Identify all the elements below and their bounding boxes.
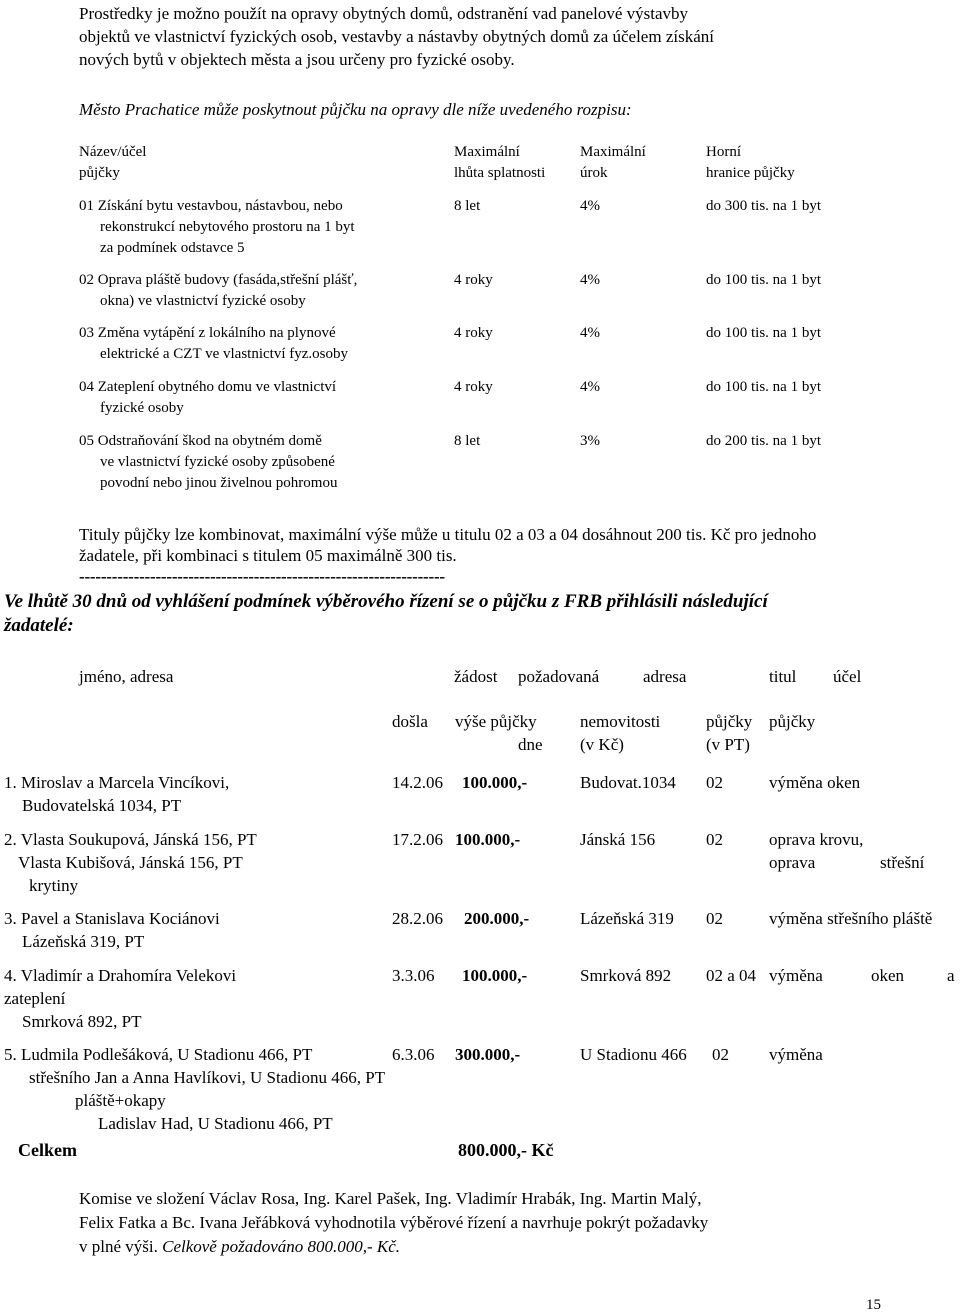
applicant-4-purpose-c: a xyxy=(947,966,955,985)
loan-header-rate-1: Maximální xyxy=(580,144,646,160)
combine-note-line-2: žadatele, při kombinaci s titulem 05 maximálně 300 tis. xyxy=(79,546,457,565)
loan-row-04-rate: 4% xyxy=(580,379,600,395)
app-header-property: nemovitosti xyxy=(580,712,661,731)
loan-row-01-rate: 4% xyxy=(580,198,600,214)
app-header-request: žádost xyxy=(454,667,498,686)
applicant-5-date: 6.3.06 xyxy=(392,1045,435,1064)
applicant-1-property: Budovat.1034 xyxy=(580,773,676,792)
total-label: Celkem xyxy=(18,1140,77,1160)
intro-line-2: objektů ve vlastnictví fyzických osob, vestavby a nástavby obytných domů za účelem získání xyxy=(79,27,714,46)
applicants-heading-line-1: Ve lhůtě 30 dnů od vyhlášení podmínek výběrového řízení se o půjčku z FRB přihlásili následující xyxy=(4,591,768,612)
committee-line-1: Komise ve složení Václav Rosa, Ing. Karel Pašek, Ing. Vladimír Hrabák, Ing. Martin Malý, xyxy=(79,1189,702,1208)
applicant-2-purpose-2b: střešní xyxy=(880,853,925,872)
applicant-4-property: Smrková 892 xyxy=(580,966,672,985)
applicant-5-name-2: střešního Jan a Anna Havlíkovi, U Stadionu 466, PT xyxy=(29,1068,386,1087)
loan-row-01-term: 8 let xyxy=(454,198,481,214)
loan-row-01-line-2: rekonstrukcí nebytového prostoru na 1 byt xyxy=(100,219,355,235)
applicant-3-purpose: výměna střešního pláště xyxy=(769,909,933,928)
applicant-5-amount: 300.000,- xyxy=(455,1045,521,1064)
total-value: 800.000,- Kč xyxy=(458,1140,554,1160)
loan-row-01-limit: do 300 tis. na 1 byt xyxy=(706,198,821,214)
applicant-1-purpose: výměna oken xyxy=(769,773,861,792)
applicant-4-name: 4. Vladimír a Drahomíra Velekovi xyxy=(4,966,237,985)
loan-row-05-line-3: povodní nebo jinou živelnou pohromou xyxy=(100,475,338,491)
committee-line-3 xyxy=(79,1236,400,1258)
applicant-3-amount: 200.000,- xyxy=(464,909,530,928)
applicant-5-purpose-cont: pláště+okapy xyxy=(75,1091,166,1110)
loan-row-04-line-2: fyzické osoby xyxy=(100,400,184,416)
loan-row-05-rate: 3% xyxy=(580,433,600,449)
loan-header-limit-1: Horní xyxy=(706,144,741,160)
app-header-name: jméno, adresa xyxy=(79,667,174,686)
loan-row-03-rate: 4% xyxy=(580,325,600,341)
applicant-5-purpose: výměna xyxy=(769,1045,823,1064)
applicant-4-amount: 100.000,- xyxy=(462,966,528,985)
loan-row-04-line-1: 04 Zateplení obytného domu ve vlastnictví xyxy=(79,379,337,395)
applicant-5-name: 5. Ludmila Podlešáková, U Stadionu 466, PT xyxy=(4,1045,313,1064)
applicant-1-name: 1. Miroslav a Marcela Vincíkovi, xyxy=(4,773,230,792)
loan-row-03-term: 4 roky xyxy=(454,325,493,341)
app-header-loan1: půjčky xyxy=(706,712,753,731)
applicant-1-date: 14.2.06 xyxy=(392,773,443,792)
applicant-5-property: U Stadionu 466 xyxy=(580,1045,687,1064)
applicant-2-property: Jánská 156 xyxy=(580,830,656,849)
applicant-4-date: 3.3.06 xyxy=(392,966,435,985)
loan-row-01-line-3: za podmínek odstavce 5 xyxy=(100,240,245,256)
loan-row-03-limit: do 100 tis. na 1 byt xyxy=(706,325,821,341)
app-header-received: došla xyxy=(392,712,428,731)
intro-line-1: Prostředky je možno použít na opravy obytných domů, odstranění vad panelové výstavby xyxy=(79,4,689,23)
app-header-title: titul xyxy=(769,667,797,686)
applicant-4-purpose-cont: zateplení xyxy=(4,989,66,1008)
applicant-4-title: 02 a 04 xyxy=(706,966,757,985)
loan-header-name-2: půjčky xyxy=(79,165,120,181)
applicant-2-name-2: Vlasta Kubišová, Jánská 156, PT xyxy=(18,853,243,872)
applicant-2-purpose-cont: krytiny xyxy=(29,876,79,895)
applicant-3-address: Lázeňská 319, PT xyxy=(22,932,145,951)
applicant-3-name: 3. Pavel a Stanislava Kociánovi xyxy=(4,909,220,928)
loan-row-02-line-1: 02 Oprava pláště budovy (fasáda,střešní plášť, xyxy=(79,272,358,288)
app-header-day: dne xyxy=(518,735,543,754)
loan-row-04-term: 4 roky xyxy=(454,379,493,395)
loan-row-05-limit: do 200 tis. na 1 byt xyxy=(706,433,821,449)
applicant-4-address: Smrková 892, PT xyxy=(22,1012,142,1031)
page-number: 15 xyxy=(866,1297,881,1313)
applicant-1-address: Budovatelská 1034, PT xyxy=(22,796,182,815)
loan-row-05-term: 8 let xyxy=(454,433,481,449)
intro-line-3: nových bytů v objektech města a jsou určeny pro fyzické osoby. xyxy=(79,50,515,69)
loan-header-limit-2: hranice půjčky xyxy=(706,165,795,181)
applicant-4-purpose-a: výměna xyxy=(769,966,823,985)
applicant-3-date: 28.2.06 xyxy=(392,909,443,928)
loan-row-01-line-1: 01 Získání bytu vestavbou, nástavbou, nebo xyxy=(79,198,343,214)
app-header-loan1-unit: (v PT) xyxy=(706,735,750,754)
loan-heading: Město Prachatice může poskytnout půjčku na opravy dle níže uvedeného rozpisu: xyxy=(79,100,632,119)
combine-note-line-1: Tituly půjčky lze kombinovat, maximální výše může u titulu 02 a 03 a 04 dosáhnout 200 tis. Kč pro jednoho xyxy=(79,525,817,544)
loan-row-03-line-2: elektrické a CZT ve vlastnictví fyz.osoby xyxy=(100,346,348,362)
separator-line: ------------------------------------------------------------------- xyxy=(79,567,445,586)
applicant-4-purpose-b: oken xyxy=(871,966,905,985)
app-header-requested: požadovaná xyxy=(518,667,600,686)
loan-row-02-line-2: okna) ve vlastnictví fyzické osoby xyxy=(100,293,306,309)
app-header-purpose: účel xyxy=(833,667,862,686)
applicant-2-date: 17.2.06 xyxy=(392,830,443,849)
applicants-heading-line-2: žadatelé: xyxy=(4,615,74,636)
loan-header-term-1: Maximální xyxy=(454,144,520,160)
applicant-5-title: 02 xyxy=(712,1045,729,1064)
loan-row-02-limit: do 100 tis. na 1 byt xyxy=(706,272,821,288)
loan-row-04-limit: do 100 tis. na 1 byt xyxy=(706,379,821,395)
applicant-5-name-3: Ladislav Had, U Stadionu 466, PT xyxy=(98,1114,333,1133)
loan-header-name-1: Název/účel xyxy=(79,144,147,160)
committee-line-2: Felix Fatka a Bc. Ivana Jeřábková vyhodnotila výběrové řízení a navrhuje pokrýt požadavky xyxy=(79,1213,709,1232)
applicant-1-amount: 100.000,- xyxy=(462,773,528,792)
committee-line-3-plain: v plné výši. xyxy=(79,1237,163,1256)
loan-row-05-line-1: 05 Odstraňování škod na obytném domě xyxy=(79,433,322,449)
committee-line-3-italic: Celkově požadováno 800.000,- Kč. xyxy=(162,1237,401,1256)
loan-row-02-term: 4 roky xyxy=(454,272,493,288)
app-header-loan2: půjčky xyxy=(769,712,816,731)
loan-row-05-line-2: ve vlastnictví fyzické osoby způsobené xyxy=(100,454,335,470)
loan-header-rate-2: úrok xyxy=(580,165,608,181)
applicant-2-name: 2. Vlasta Soukupová, Jánská 156, PT xyxy=(4,830,257,849)
app-header-property-unit: (v Kč) xyxy=(580,735,624,754)
loan-header-term-2: lhůta splatnosti xyxy=(454,165,546,181)
loan-row-03-line-1: 03 Změna vytápění z lokálního na plynové xyxy=(79,325,336,341)
applicant-2-purpose-2a: oprava xyxy=(769,853,816,872)
app-header-amount: výše půjčky xyxy=(455,712,537,731)
loan-row-02-rate: 4% xyxy=(580,272,600,288)
applicant-3-property: Lázeňská 319 xyxy=(580,909,674,928)
applicant-1-title: 02 xyxy=(706,773,723,792)
applicant-3-title: 02 xyxy=(706,909,723,928)
applicant-2-title: 02 xyxy=(706,830,723,849)
applicant-2-amount: 100.000,- xyxy=(455,830,521,849)
app-header-address: adresa xyxy=(643,667,687,686)
applicant-2-purpose: oprava krovu, xyxy=(769,830,864,849)
